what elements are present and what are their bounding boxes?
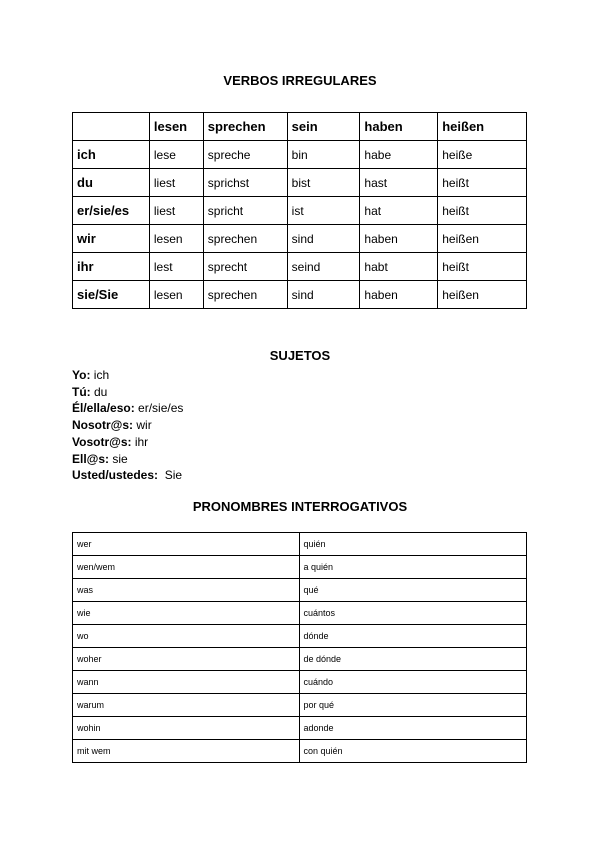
verb-form-cell: lese [149,141,203,169]
verb-form-cell: heiße [438,141,527,169]
table-row [73,625,527,648]
table-row [73,253,527,281]
list-item [72,417,183,434]
verb-form-cell: hast [360,169,438,197]
subject-label: Él/ella/eso: [72,401,135,416]
verb-form-cell: sprechen [203,225,287,253]
spanish-cell: por qué [299,694,527,717]
table-row [73,671,527,694]
verbs-table [72,112,527,309]
spanish-cell: con quién [299,740,527,763]
verb-form-cell: haben [360,225,438,253]
header-cell: sprechen [203,113,287,141]
verb-form-cell: sind [287,225,360,253]
pronoun-cell: wir [73,225,150,253]
spanish-cell: a quién [299,556,527,579]
verb-form-cell: heißt [438,197,527,225]
verb-form-cell: habe [360,141,438,169]
list-item [72,367,183,384]
german-cell: wen/wem [73,556,300,579]
subject-value: sie [112,451,128,466]
verb-form-cell: bist [287,169,360,197]
verb-form-cell: sprichst [203,169,287,197]
verb-form-cell: ist [287,197,360,225]
table-row [73,579,527,602]
table-row [73,740,527,763]
header-cell: heißen [438,113,527,141]
subject-value: wir [136,418,152,433]
subject-value: du [94,384,108,399]
verb-form-cell: haben [360,281,438,309]
table-row [73,533,527,556]
spanish-cell: qué [299,579,527,602]
german-cell: woher [73,648,300,671]
table-row [73,225,527,253]
pronoun-cell: du [73,169,150,197]
verb-form-cell: liest [149,169,203,197]
subject-label: Tú: [72,384,91,399]
table-row [73,169,527,197]
subject-value: Sie [164,468,183,483]
verb-form-cell: bin [287,141,360,169]
verb-form-cell: heißen [438,281,527,309]
spanish-cell: cuántos [299,602,527,625]
german-cell: wo [73,625,300,648]
verb-form-cell: spreche [203,141,287,169]
table-row [73,648,527,671]
header-cell [73,113,150,141]
verb-form-cell: seind [287,253,360,281]
subject-label: Yo: [72,368,91,382]
list-item [72,384,183,401]
table-row [73,694,527,717]
verb-form-cell: lesen [149,281,203,309]
verb-form-cell: habt [360,253,438,281]
table-row [73,602,527,625]
verb-form-cell: spricht [203,197,287,225]
spanish-cell: quién [299,533,527,556]
german-cell: wann [73,671,300,694]
table-row [73,556,527,579]
german-cell: mit wem [73,740,300,763]
subject-value: er/sie/es [138,401,184,416]
pronoun-cell: ihr [73,253,150,281]
verb-form-cell: sprecht [203,253,287,281]
verb-form-cell: lesen [149,225,203,253]
german-cell: warum [73,694,300,717]
verb-form-cell: lest [149,253,203,281]
interrogatives-title: PRONOMBRES INTERROGATIVOS [192,499,408,514]
header-cell: lesen [149,113,203,141]
subjects-list [72,367,183,484]
header-cell: sein [287,113,360,141]
subject-label: Vosotr@s: [72,434,132,449]
subject-label: Nosotr@s: [72,418,134,433]
table-row [73,281,527,309]
verb-form-cell: liest [149,197,203,225]
verbs-title: VERBOS IRREGULARES [223,73,377,88]
spanish-cell: de dónde [299,648,527,671]
german-cell: was [73,579,300,602]
subject-label: Usted/ustedes: [72,468,159,483]
verbs-header-row [73,113,527,141]
list-item [72,400,183,417]
verb-form-cell: heißt [438,169,527,197]
list-item [72,451,183,468]
pronoun-cell: er/sie/es [73,197,150,225]
verb-form-cell: heißen [438,225,527,253]
spanish-cell: cuándo [299,671,527,694]
verb-form-cell: heißt [438,253,527,281]
verb-form-cell: hat [360,197,438,225]
verb-form-cell: sind [287,281,360,309]
spanish-cell: dónde [299,625,527,648]
header-cell: haben [360,113,438,141]
interrogatives-table [72,532,527,763]
verb-form-cell: sprechen [203,281,287,309]
table-row [73,717,527,740]
german-cell: wer [73,533,300,556]
subject-value: ihr [134,434,149,449]
table-row [73,141,527,169]
pronoun-cell: sie/Sie [73,281,150,309]
list-item [72,467,183,484]
table-row [73,197,527,225]
subjects-title: SUJETOS [269,348,331,363]
list-item [72,434,183,451]
subject-label: Ell@s: [72,451,110,466]
german-cell: wie [73,602,300,625]
subject-value: ich [93,368,110,382]
german-cell: wohin [73,717,300,740]
spanish-cell: adonde [299,717,527,740]
pronoun-cell: ich [73,141,150,169]
